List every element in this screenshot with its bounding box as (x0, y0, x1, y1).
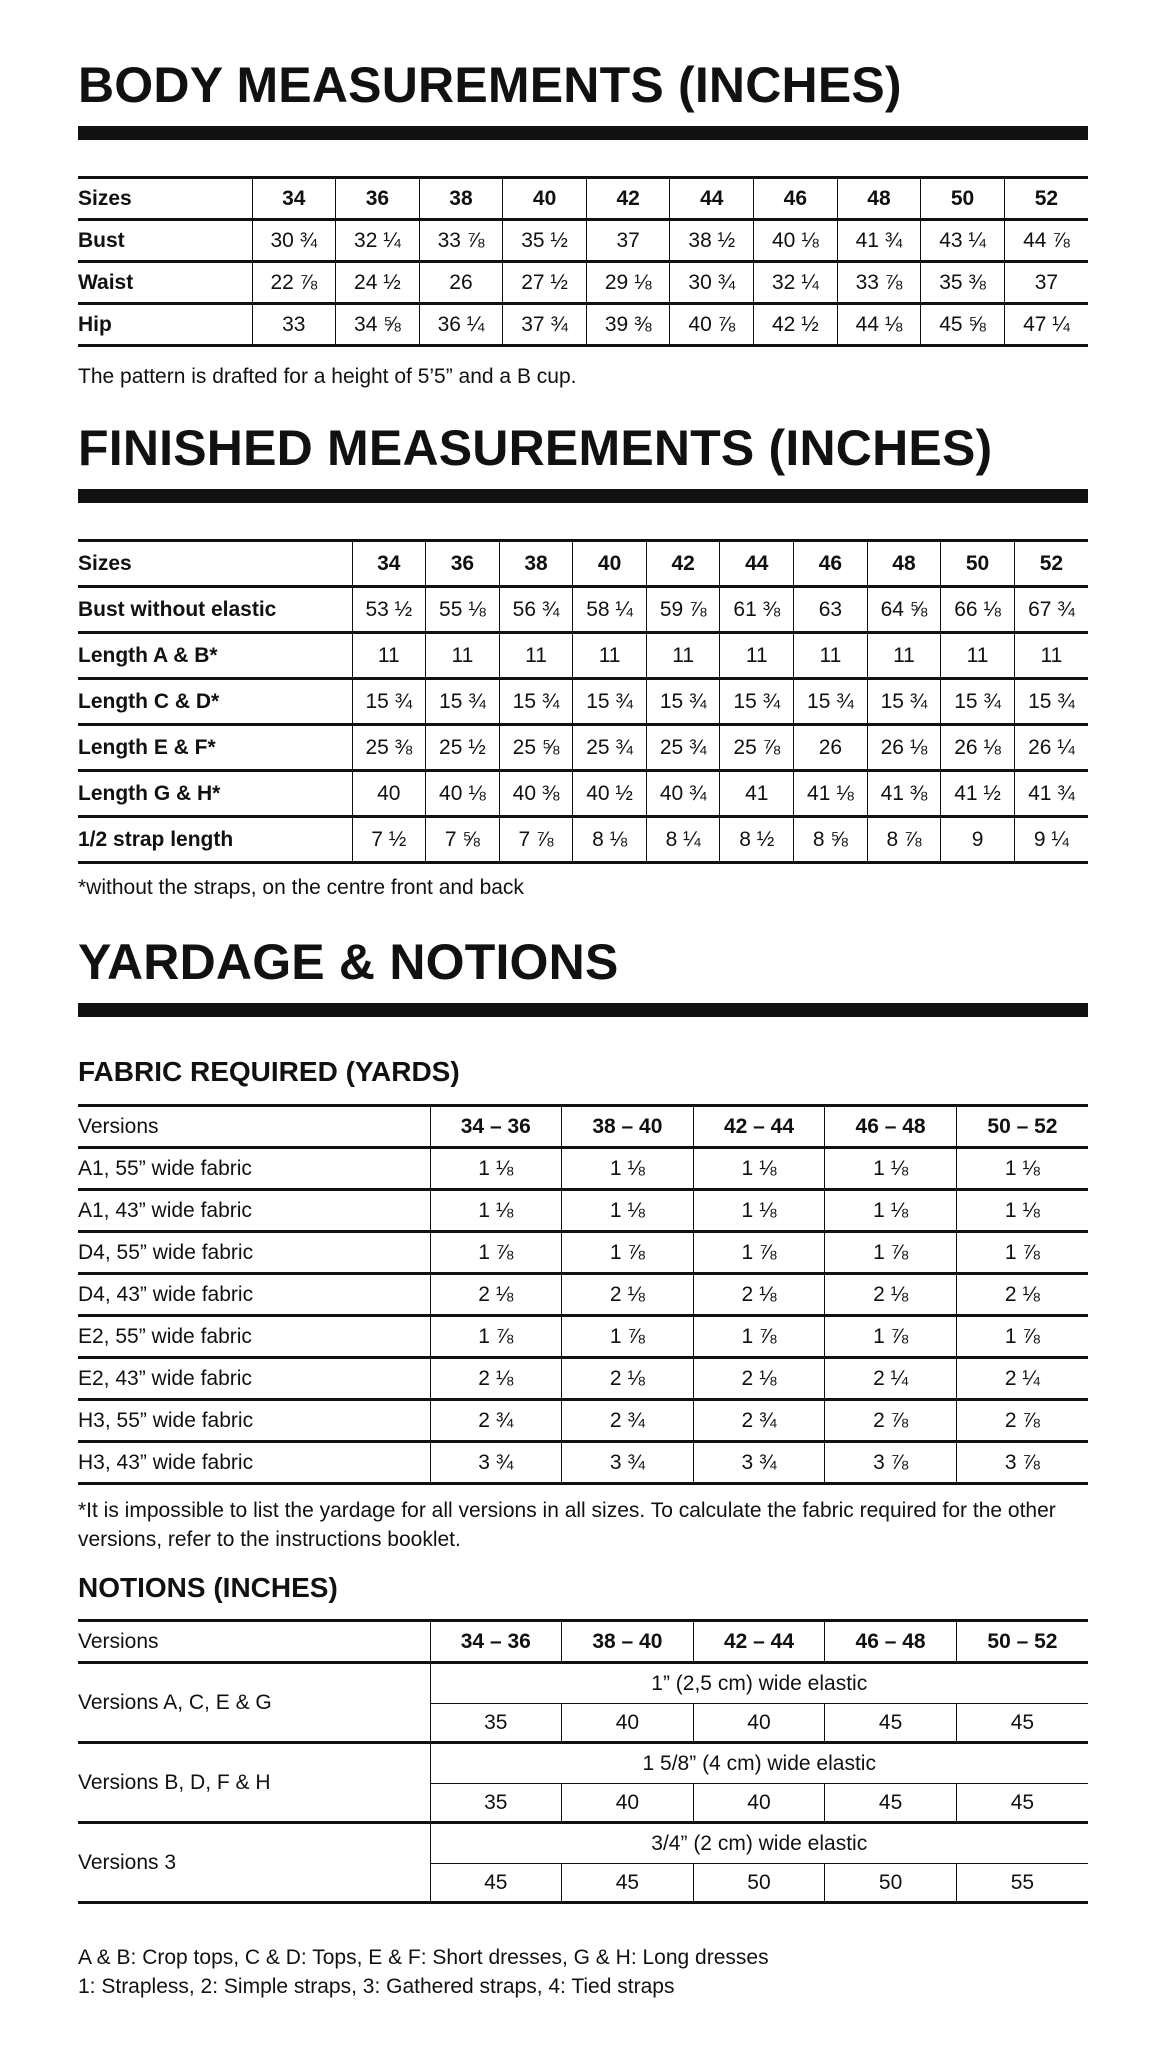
header-cell: 52 (1004, 178, 1088, 220)
cell: 41 ¾ (1014, 771, 1088, 817)
cell: 40 ⅞ (670, 304, 754, 346)
row-label: Versions B, D, F & H (78, 1743, 430, 1823)
cell: 41 ⅜ (867, 771, 941, 817)
fabric-required-title: FABRIC REQUIRED (YARDS) (78, 1056, 460, 1087)
row-label: Hip (78, 304, 252, 346)
header-cell: 48 (867, 541, 941, 587)
notions-title: NOTIONS (INCHES) (78, 1572, 338, 1603)
row-label: Versions 3 (78, 1823, 430, 1903)
header-cell: Versions (78, 1106, 430, 1148)
cell: 59 ⅞ (646, 587, 720, 633)
row-label: Length G & H* (78, 771, 352, 817)
cell: 30 ¾ (670, 262, 754, 304)
cell: 8 ½ (720, 817, 794, 863)
section-divider (78, 126, 1088, 140)
cell: 63 (794, 587, 868, 633)
cell: 3 ¾ (430, 1442, 562, 1484)
body-note: The pattern is drafted for a height of 5’5” and a B cup. (78, 365, 577, 388)
cell: 45 (825, 1784, 957, 1823)
header-cell: 42 – 44 (693, 1621, 825, 1663)
row-label: A1, 55” wide fabric (78, 1148, 430, 1190)
cell: 2 ⅛ (693, 1358, 825, 1400)
cell: 1 ⅞ (430, 1232, 562, 1274)
cell: 36 ¼ (419, 304, 503, 346)
cell: 15 ¾ (941, 679, 1015, 725)
cell: 40 (562, 1704, 694, 1743)
header-cell: Versions (78, 1621, 430, 1663)
fabric-required-table (78, 1104, 1088, 1485)
table-row (78, 220, 1088, 262)
finished-measurements-title: FINISHED MEASUREMENTS (INCHES) (78, 420, 993, 476)
header-cell: Sizes (78, 541, 352, 587)
cell: 1 ⅞ (825, 1232, 957, 1274)
table-row (78, 1743, 1088, 1784)
cell: 1 ⅛ (562, 1190, 694, 1232)
header-cell: 34 – 36 (430, 1106, 562, 1148)
cell: 61 ⅜ (720, 587, 794, 633)
cell: 64 ⅝ (867, 587, 941, 633)
cell: 45 (956, 1784, 1088, 1823)
cell: 43 ¼ (921, 220, 1005, 262)
cell: 2 ⅛ (430, 1358, 562, 1400)
cell: 45 (956, 1704, 1088, 1743)
row-label: E2, 55” wide fabric (78, 1316, 430, 1358)
body-measurements-table (78, 176, 1088, 347)
table-header-row (78, 541, 1088, 587)
cell: 41 ⅛ (794, 771, 868, 817)
legend-line: 1: Strapless, 2: Simple straps, 3: Gathered straps, 4: Tied straps (78, 1975, 675, 1998)
cell: 7 ½ (352, 817, 426, 863)
header-cell: 38 (499, 541, 573, 587)
cell: 42 ½ (754, 304, 838, 346)
cell: 1 ⅛ (956, 1148, 1088, 1190)
header-cell: 36 (426, 541, 500, 587)
header-cell: 42 (646, 541, 720, 587)
cell: 34 ⅝ (336, 304, 420, 346)
cell: 7 ⅞ (499, 817, 573, 863)
cell: 35 (430, 1704, 562, 1743)
row-label: E2, 43” wide fabric (78, 1358, 430, 1400)
cell: 40 (352, 771, 426, 817)
cell: 45 ⅝ (921, 304, 1005, 346)
header-cell: 40 (573, 541, 647, 587)
header-cell: 44 (720, 541, 794, 587)
cell: 9 ¼ (1014, 817, 1088, 863)
cell: 25 ⅝ (499, 725, 573, 771)
row-label: 1/2 strap length (78, 817, 352, 863)
cell: 25 ⅞ (720, 725, 794, 771)
elastic-label: 3/4” (2 cm) wide elastic (430, 1823, 1088, 1864)
cell: 22 ⅞ (252, 262, 336, 304)
cell: 40 ⅛ (754, 220, 838, 262)
table-row (78, 1358, 1088, 1400)
row-label: Length E & F* (78, 725, 352, 771)
table-row (78, 1400, 1088, 1442)
cell: 11 (646, 633, 720, 679)
header-cell: 34 (252, 178, 336, 220)
cell: 1 ⅛ (693, 1148, 825, 1190)
cell: 27 ½ (503, 262, 587, 304)
header-cell: 48 (837, 178, 921, 220)
header-cell: 40 (503, 178, 587, 220)
cell: 8 ⅞ (867, 817, 941, 863)
cell: 3 ⅞ (956, 1442, 1088, 1484)
cell: 11 (1014, 633, 1088, 679)
notions-table (78, 1619, 1088, 1904)
row-label: D4, 43” wide fabric (78, 1274, 430, 1316)
cell: 1 ⅛ (956, 1190, 1088, 1232)
row-label: Waist (78, 262, 252, 304)
table-row (78, 1190, 1088, 1232)
cell: 38 ½ (670, 220, 754, 262)
cell: 15 ¾ (867, 679, 941, 725)
header-cell: 50 – 52 (956, 1621, 1088, 1663)
cell: 1 ⅞ (693, 1232, 825, 1274)
cell: 3 ¾ (693, 1442, 825, 1484)
cell: 40 ½ (573, 771, 647, 817)
table-row (78, 633, 1088, 679)
cell: 11 (352, 633, 426, 679)
cell: 3 ¾ (562, 1442, 694, 1484)
cell: 47 ¼ (1004, 304, 1088, 346)
table-header-row (78, 1106, 1088, 1148)
header-cell: 42 – 44 (693, 1106, 825, 1148)
cell: 40 ⅜ (499, 771, 573, 817)
cell: 2 ¾ (430, 1400, 562, 1442)
row-label: Versions A, C, E & G (78, 1663, 430, 1743)
header-cell: 42 (586, 178, 670, 220)
table-header-row (78, 1621, 1088, 1663)
cell: 15 ¾ (1014, 679, 1088, 725)
cell: 35 ½ (503, 220, 587, 262)
header-cell: 50 (941, 541, 1015, 587)
cell: 26 ¼ (1014, 725, 1088, 771)
table-row (78, 1442, 1088, 1484)
cell: 26 (794, 725, 868, 771)
cell: 1 ⅞ (562, 1316, 694, 1358)
table-row (78, 725, 1088, 771)
table-row (78, 1316, 1088, 1358)
cell: 1 ⅛ (693, 1190, 825, 1232)
cell: 1 ⅛ (825, 1148, 957, 1190)
table-row (78, 1274, 1088, 1316)
header-cell: 46 (754, 178, 838, 220)
cell: 40 (693, 1784, 825, 1823)
cell: 53 ½ (352, 587, 426, 633)
cell: 26 ⅛ (941, 725, 1015, 771)
yardage-title: YARDAGE & NOTIONS (78, 934, 619, 990)
header-cell: 34 – 36 (430, 1621, 562, 1663)
cell: 1 ⅞ (956, 1316, 1088, 1358)
cell: 50 (693, 1864, 825, 1903)
table-row (78, 304, 1088, 346)
row-label: Length A & B* (78, 633, 352, 679)
cell: 40 (562, 1784, 694, 1823)
cell: 15 ¾ (352, 679, 426, 725)
cell: 39 ⅜ (586, 304, 670, 346)
cell: 7 ⅝ (426, 817, 500, 863)
table-row (78, 817, 1088, 863)
cell: 33 ⅞ (419, 220, 503, 262)
cell: 25 ¾ (573, 725, 647, 771)
body-measurements-title: BODY MEASUREMENTS (INCHES) (78, 57, 902, 113)
cell: 35 ⅜ (921, 262, 1005, 304)
cell: 33 (252, 304, 336, 346)
cell: 2 ¼ (956, 1358, 1088, 1400)
cell: 11 (499, 633, 573, 679)
cell: 37 (586, 220, 670, 262)
cell: 8 ⅛ (573, 817, 647, 863)
cell: 29 ⅛ (586, 262, 670, 304)
cell: 66 ⅛ (941, 587, 1015, 633)
cell: 2 ⅛ (562, 1358, 694, 1400)
header-cell: 46 – 48 (825, 1106, 957, 1148)
cell: 1 ⅛ (562, 1148, 694, 1190)
cell: 24 ½ (336, 262, 420, 304)
cell: 2 ⅞ (956, 1400, 1088, 1442)
cell: 44 ⅞ (1004, 220, 1088, 262)
cell: 37 ¾ (503, 304, 587, 346)
header-cell: Sizes (78, 178, 252, 220)
row-label: H3, 43” wide fabric (78, 1442, 430, 1484)
cell: 25 ½ (426, 725, 500, 771)
cell: 2 ¾ (693, 1400, 825, 1442)
header-cell: 44 (670, 178, 754, 220)
row-label: Length C & D* (78, 679, 352, 725)
table-row (78, 262, 1088, 304)
cell: 3 ⅞ (825, 1442, 957, 1484)
cell: 55 ⅛ (426, 587, 500, 633)
cell: 15 ¾ (573, 679, 647, 725)
row-label: H3, 55” wide fabric (78, 1400, 430, 1442)
table-row (78, 679, 1088, 725)
cell: 41 ½ (941, 771, 1015, 817)
header-cell: 50 (921, 178, 1005, 220)
row-label: D4, 55” wide fabric (78, 1232, 430, 1274)
cell: 1 ⅛ (430, 1190, 562, 1232)
cell: 35 (430, 1784, 562, 1823)
cell: 8 ¼ (646, 817, 720, 863)
header-cell: 34 (352, 541, 426, 587)
header-cell: 38 – 40 (562, 1621, 694, 1663)
legend-line: A & B: Crop tops, C & D: Tops, E & F: Short dresses, G & H: Long dresses (78, 1946, 769, 1969)
table-row (78, 1148, 1088, 1190)
cell: 15 ¾ (720, 679, 794, 725)
cell: 11 (426, 633, 500, 679)
row-label: Bust without elastic (78, 587, 352, 633)
cell: 2 ⅛ (825, 1274, 957, 1316)
cell: 40 (693, 1704, 825, 1743)
cell: 45 (825, 1704, 957, 1743)
section-divider (78, 489, 1088, 503)
cell: 11 (794, 633, 868, 679)
table-row (78, 771, 1088, 817)
table-row (78, 1232, 1088, 1274)
cell: 41 (720, 771, 794, 817)
cell: 55 (956, 1864, 1088, 1903)
header-cell: 46 (794, 541, 868, 587)
cell: 11 (573, 633, 647, 679)
section-divider (78, 1003, 1088, 1017)
cell: 25 ⅜ (352, 725, 426, 771)
cell: 26 ⅛ (867, 725, 941, 771)
cell: 45 (562, 1864, 694, 1903)
cell: 25 ¾ (646, 725, 720, 771)
cell: 8 ⅝ (794, 817, 868, 863)
row-label: A1, 43” wide fabric (78, 1190, 430, 1232)
cell: 41 ¾ (837, 220, 921, 262)
table-row (78, 1823, 1088, 1864)
cell: 1 ⅞ (430, 1316, 562, 1358)
cell: 26 (419, 262, 503, 304)
cell: 44 ⅛ (837, 304, 921, 346)
header-cell: 52 (1014, 541, 1088, 587)
cell: 9 (941, 817, 1015, 863)
finished-measurements-table (78, 539, 1088, 864)
cell: 1 ⅞ (825, 1316, 957, 1358)
cell: 15 ¾ (646, 679, 720, 725)
header-cell: 38 – 40 (562, 1106, 694, 1148)
table-row (78, 587, 1088, 633)
cell: 1 ⅞ (956, 1232, 1088, 1274)
cell: 11 (867, 633, 941, 679)
cell: 1 ⅛ (825, 1190, 957, 1232)
cell: 15 ¾ (426, 679, 500, 725)
cell: 1 ⅞ (693, 1316, 825, 1358)
cell: 2 ⅛ (430, 1274, 562, 1316)
cell: 32 ¼ (754, 262, 838, 304)
cell: 40 ⅛ (426, 771, 500, 817)
cell: 2 ⅞ (825, 1400, 957, 1442)
cell: 11 (941, 633, 1015, 679)
finished-note: *without the straps, on the centre front and back (78, 876, 524, 899)
cell: 30 ¾ (252, 220, 336, 262)
cell: 40 ¾ (646, 771, 720, 817)
header-cell: 36 (336, 178, 420, 220)
cell: 58 ¼ (573, 587, 647, 633)
elastic-label: 1 5/8” (4 cm) wide elastic (430, 1743, 1088, 1784)
cell: 15 ¾ (794, 679, 868, 725)
row-label: Bust (78, 220, 252, 262)
table-header-row (78, 178, 1088, 220)
elastic-label: 1” (2,5 cm) wide elastic (430, 1663, 1088, 1704)
cell: 2 ⅛ (693, 1274, 825, 1316)
cell: 56 ¾ (499, 587, 573, 633)
cell: 45 (430, 1864, 562, 1903)
cell: 32 ¼ (336, 220, 420, 262)
cell: 37 (1004, 262, 1088, 304)
header-cell: 50 – 52 (956, 1106, 1088, 1148)
cell: 2 ⅛ (562, 1274, 694, 1316)
header-cell: 46 – 48 (825, 1621, 957, 1663)
cell: 67 ¾ (1014, 587, 1088, 633)
fabric-note: *It is impossible to list the yardage for all versions in all sizes. To calculate the fabric required for the other versions, refer to the instructions booklet. (78, 1499, 1056, 1551)
cell: 1 ⅞ (562, 1232, 694, 1274)
header-cell: 38 (419, 178, 503, 220)
cell: 33 ⅞ (837, 262, 921, 304)
table-row (78, 1663, 1088, 1704)
cell: 15 ¾ (499, 679, 573, 725)
cell: 2 ¼ (825, 1358, 957, 1400)
cell: 2 ¾ (562, 1400, 694, 1442)
cell: 11 (720, 633, 794, 679)
cell: 2 ⅛ (956, 1274, 1088, 1316)
cell: 50 (825, 1864, 957, 1903)
cell: 1 ⅛ (430, 1148, 562, 1190)
